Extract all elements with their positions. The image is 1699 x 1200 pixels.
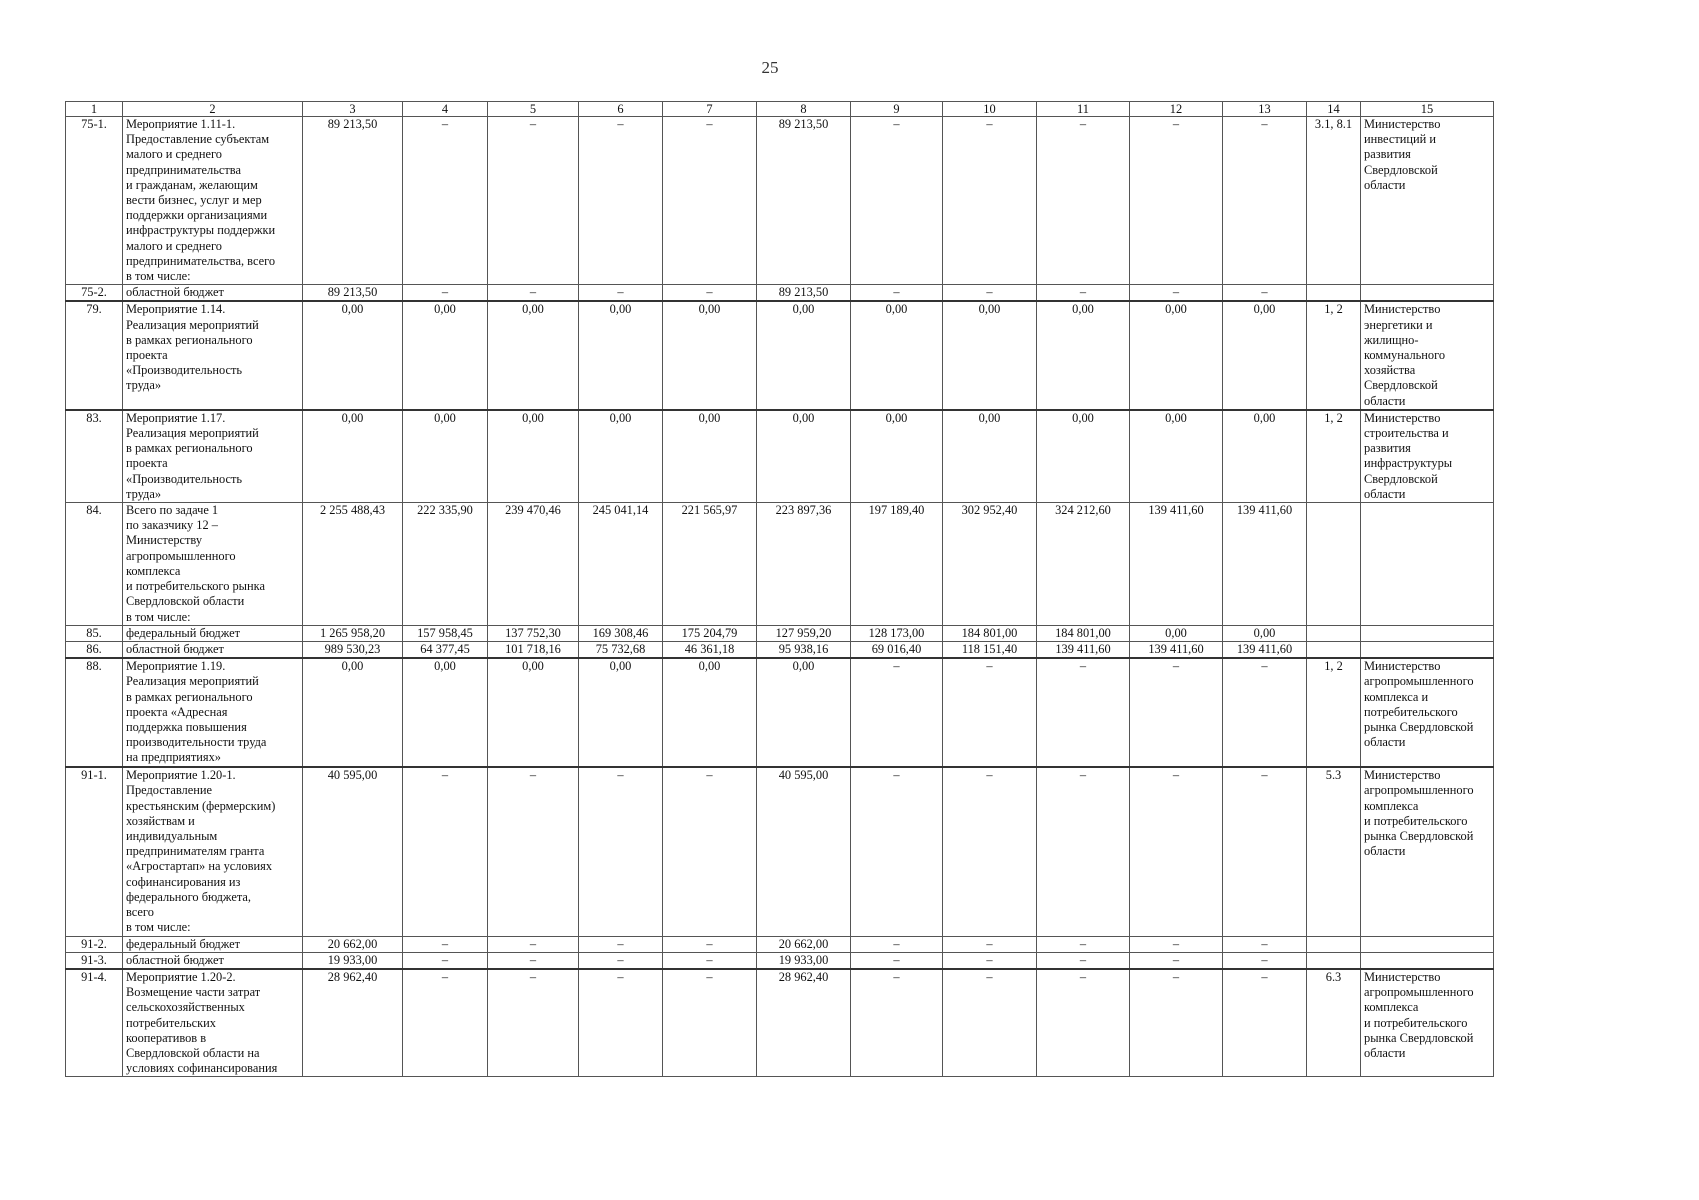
column-number-cell: 9 <box>851 102 943 117</box>
year-cell: – <box>1037 285 1130 302</box>
total-cell: 19 933,00 <box>303 952 403 969</box>
column-number-cell: 15 <box>1361 102 1494 117</box>
row-number-cell: 88. <box>66 658 123 767</box>
year-cell: 0,00 <box>1130 301 1223 409</box>
target-ref-cell <box>1307 625 1361 641</box>
table-row <box>66 658 1494 767</box>
column-number-cell: 3 <box>303 102 403 117</box>
year-cell: – <box>1223 767 1307 936</box>
year-cell: 0,00 <box>488 410 579 503</box>
year-cell: 0,00 <box>757 658 851 767</box>
year-cell: 75 732,68 <box>579 641 663 658</box>
year-cell: 223 897,36 <box>757 503 851 626</box>
year-cell: – <box>1037 969 1130 1077</box>
year-cell: 0,00 <box>943 301 1037 409</box>
row-number-cell: 91-1. <box>66 767 123 936</box>
year-cell: – <box>1223 285 1307 302</box>
total-cell: 0,00 <box>303 658 403 767</box>
year-cell: – <box>488 767 579 936</box>
year-cell: – <box>488 952 579 969</box>
target-ref-cell: 3.1, 8.1 <box>1307 117 1361 285</box>
year-cell: 0,00 <box>488 658 579 767</box>
table-row <box>66 641 1494 658</box>
year-cell: – <box>851 285 943 302</box>
year-cell: – <box>579 117 663 285</box>
row-number-cell: 86. <box>66 641 123 658</box>
year-cell: – <box>403 767 488 936</box>
year-cell: 0,00 <box>403 301 488 409</box>
row-number-cell: 75-2. <box>66 285 123 302</box>
year-cell: – <box>579 767 663 936</box>
year-cell: 302 952,40 <box>943 503 1037 626</box>
year-cell: 0,00 <box>403 658 488 767</box>
column-number-cell: 6 <box>579 102 663 117</box>
year-cell: – <box>488 285 579 302</box>
target-ref-cell: 1, 2 <box>1307 410 1361 503</box>
responsible-cell: Министерство энергетики и жилищно- коммунального хозяйства Свердловской области <box>1361 301 1494 409</box>
target-ref-cell: 1, 2 <box>1307 301 1361 409</box>
year-cell: 0,00 <box>1037 301 1130 409</box>
column-number-row <box>66 102 1494 117</box>
page-number: 25 <box>761 58 779 77</box>
description-cell: Мероприятие 1.20-2. Возмещение части затрат сельскохозяйственных потребительских кооперативов в Свердловской области на условиях софинансирования <box>123 969 303 1077</box>
table-row <box>66 969 1494 1077</box>
responsible-cell: Министерство инвестиций и развития Свердловской области <box>1361 117 1494 285</box>
year-cell: – <box>1037 658 1130 767</box>
year-cell: 139 411,60 <box>1130 503 1223 626</box>
description-cell: федеральный бюджет <box>123 625 303 641</box>
responsible-cell <box>1361 936 1494 952</box>
row-number-cell: 85. <box>66 625 123 641</box>
target-ref-cell: 6.3 <box>1307 969 1361 1077</box>
year-cell: 0,00 <box>579 301 663 409</box>
year-cell: – <box>579 952 663 969</box>
description-cell: Мероприятие 1.11-1. Предоставление субъектам малого и среднего предпринимательства и гражданам, желающим вести бизнес, услуг и мер поддержки организациями инфраструктуры поддержки малого и среднего предпринимательства, всего в том числе: <box>123 117 303 285</box>
year-cell: 0,00 <box>663 658 757 767</box>
column-number-cell: 14 <box>1307 102 1361 117</box>
column-number-cell: 5 <box>488 102 579 117</box>
year-cell: – <box>1037 952 1130 969</box>
year-cell: – <box>1223 969 1307 1077</box>
description-cell: Мероприятие 1.19. Реализация мероприятий в рамках регионального проекта «Адресная поддержка повышения производительности труда на предприятиях» <box>123 658 303 767</box>
table-row <box>66 625 1494 641</box>
target-ref-cell <box>1307 285 1361 302</box>
total-cell: 89 213,50 <box>303 285 403 302</box>
year-cell: – <box>403 969 488 1077</box>
column-number-cell: 8 <box>757 102 851 117</box>
row-number-cell: 83. <box>66 410 123 503</box>
year-cell: 19 933,00 <box>757 952 851 969</box>
column-number-cell: 7 <box>663 102 757 117</box>
year-cell: 118 151,40 <box>943 641 1037 658</box>
target-ref-cell <box>1307 952 1361 969</box>
year-cell: – <box>579 285 663 302</box>
column-number-cell: 11 <box>1037 102 1130 117</box>
description-cell: федеральный бюджет <box>123 936 303 952</box>
year-cell: – <box>403 936 488 952</box>
year-cell: 139 411,60 <box>1223 641 1307 658</box>
year-cell: – <box>851 658 943 767</box>
year-cell: 0,00 <box>663 301 757 409</box>
description-cell: областной бюджет <box>123 285 303 302</box>
table-row <box>66 301 1494 409</box>
total-cell: 0,00 <box>303 301 403 409</box>
column-number-cell: 13 <box>1223 102 1307 117</box>
row-number-cell: 91-3. <box>66 952 123 969</box>
table-row <box>66 117 1494 285</box>
year-cell: 0,00 <box>1223 625 1307 641</box>
year-cell: – <box>851 936 943 952</box>
description-cell: Мероприятие 1.17. Реализация мероприятий в рамках регионального проекта «Производительность труда» <box>123 410 303 503</box>
total-cell: 20 662,00 <box>303 936 403 952</box>
year-cell: – <box>1037 936 1130 952</box>
year-cell: – <box>1130 969 1223 1077</box>
year-cell: 40 595,00 <box>757 767 851 936</box>
column-number-cell: 1 <box>66 102 123 117</box>
year-cell: 197 189,40 <box>851 503 943 626</box>
year-cell: – <box>663 117 757 285</box>
year-cell: – <box>1130 936 1223 952</box>
column-number-cell: 2 <box>123 102 303 117</box>
year-cell: 89 213,50 <box>757 117 851 285</box>
year-cell: – <box>851 117 943 285</box>
year-cell: 245 041,14 <box>579 503 663 626</box>
responsible-cell <box>1361 285 1494 302</box>
year-cell: 101 718,16 <box>488 641 579 658</box>
responsible-cell <box>1361 641 1494 658</box>
year-cell: 184 801,00 <box>943 625 1037 641</box>
year-cell: – <box>403 285 488 302</box>
year-cell: – <box>943 936 1037 952</box>
year-cell: 0,00 <box>579 658 663 767</box>
year-cell: – <box>663 936 757 952</box>
target-ref-cell: 1, 2 <box>1307 658 1361 767</box>
total-cell: 0,00 <box>303 410 403 503</box>
responsible-cell: Министерство агропромышленного комплекса и потребительского рынка Свердловской области <box>1361 658 1494 767</box>
year-cell: 28 962,40 <box>757 969 851 1077</box>
table-row <box>66 503 1494 626</box>
year-cell: 0,00 <box>488 301 579 409</box>
responsible-cell: Министерство строительства и развития инфраструктуры Свердловской области <box>1361 410 1494 503</box>
year-cell: – <box>663 952 757 969</box>
year-cell: – <box>943 285 1037 302</box>
year-cell: – <box>943 952 1037 969</box>
year-cell: – <box>663 767 757 936</box>
year-cell: – <box>851 767 943 936</box>
year-cell: 20 662,00 <box>757 936 851 952</box>
year-cell: 0,00 <box>851 410 943 503</box>
year-cell: – <box>579 969 663 1077</box>
total-cell: 2 255 488,43 <box>303 503 403 626</box>
table-row <box>66 410 1494 503</box>
year-cell: – <box>1130 767 1223 936</box>
year-cell: 89 213,50 <box>757 285 851 302</box>
year-cell: – <box>663 969 757 1077</box>
year-cell: 169 308,46 <box>579 625 663 641</box>
year-cell: 0,00 <box>403 410 488 503</box>
table-row <box>66 936 1494 952</box>
column-number-cell: 4 <box>403 102 488 117</box>
table-row <box>66 285 1494 302</box>
year-cell: – <box>1130 285 1223 302</box>
year-cell: – <box>403 117 488 285</box>
year-cell: – <box>1037 117 1130 285</box>
row-number-cell: 91-2. <box>66 936 123 952</box>
year-cell: 46 361,18 <box>663 641 757 658</box>
table-row <box>66 767 1494 936</box>
total-cell: 28 962,40 <box>303 969 403 1077</box>
responsible-cell <box>1361 952 1494 969</box>
year-cell: 184 801,00 <box>1037 625 1130 641</box>
year-cell: – <box>1130 658 1223 767</box>
year-cell: 0,00 <box>1223 410 1307 503</box>
row-number-cell: 75-1. <box>66 117 123 285</box>
budget-table <box>65 101 1494 1077</box>
year-cell: 95 938,16 <box>757 641 851 658</box>
column-number-cell: 10 <box>943 102 1037 117</box>
year-cell: 0,00 <box>1037 410 1130 503</box>
year-cell: 69 016,40 <box>851 641 943 658</box>
year-cell: 137 752,30 <box>488 625 579 641</box>
year-cell: – <box>488 936 579 952</box>
responsible-cell: Министерство агропромышленного комплекса и потребительского рынка Свердловской области <box>1361 969 1494 1077</box>
target-ref-cell <box>1307 936 1361 952</box>
year-cell: – <box>663 285 757 302</box>
year-cell: – <box>403 952 488 969</box>
year-cell: 157 958,45 <box>403 625 488 641</box>
description-cell: Мероприятие 1.20-1. Предоставление крестьянским (фермерским) хозяйствам и индивидуальным предпринимателям гранта «Агростартап» на условиях софинансирования из федерального бюджета, всего в том числе: <box>123 767 303 936</box>
year-cell: – <box>943 969 1037 1077</box>
year-cell: 0,00 <box>1130 625 1223 641</box>
year-cell: 221 565,97 <box>663 503 757 626</box>
year-cell: – <box>488 117 579 285</box>
year-cell: – <box>1130 117 1223 285</box>
year-cell: – <box>851 969 943 1077</box>
responsible-cell <box>1361 625 1494 641</box>
responsible-cell: Министерство агропромышленного комплекса и потребительского рынка Свердловской области <box>1361 767 1494 936</box>
target-ref-cell <box>1307 503 1361 626</box>
target-ref-cell <box>1307 641 1361 658</box>
year-cell: – <box>1037 767 1130 936</box>
description-cell: областной бюджет <box>123 952 303 969</box>
description-cell: Всего по задаче 1 по заказчику 12 – Министерству агропромышленного комплекса и потребительского рынка Свердловской области в том числе: <box>123 503 303 626</box>
year-cell: – <box>1223 952 1307 969</box>
year-cell: 0,00 <box>1130 410 1223 503</box>
year-cell: – <box>1223 117 1307 285</box>
row-number-cell: 91-4. <box>66 969 123 1077</box>
year-cell: – <box>1223 936 1307 952</box>
year-cell: 324 212,60 <box>1037 503 1130 626</box>
total-cell: 40 595,00 <box>303 767 403 936</box>
year-cell: – <box>1223 658 1307 767</box>
description-cell: Мероприятие 1.14. Реализация мероприятий в рамках регионального проекта «Производительность труда» <box>123 301 303 409</box>
year-cell: 175 204,79 <box>663 625 757 641</box>
year-cell: 127 959,20 <box>757 625 851 641</box>
total-cell: 1 265 958,20 <box>303 625 403 641</box>
year-cell: 0,00 <box>579 410 663 503</box>
responsible-cell <box>1361 503 1494 626</box>
row-number-cell: 84. <box>66 503 123 626</box>
year-cell: 0,00 <box>757 410 851 503</box>
description-cell: областной бюджет <box>123 641 303 658</box>
year-cell: – <box>851 952 943 969</box>
year-cell: 0,00 <box>943 410 1037 503</box>
total-cell: 989 530,23 <box>303 641 403 658</box>
year-cell: – <box>488 969 579 1077</box>
year-cell: 64 377,45 <box>403 641 488 658</box>
year-cell: 139 411,60 <box>1130 641 1223 658</box>
year-cell: – <box>943 658 1037 767</box>
row-number-cell: 79. <box>66 301 123 409</box>
year-cell: – <box>943 767 1037 936</box>
total-cell: 89 213,50 <box>303 117 403 285</box>
year-cell: 139 411,60 <box>1223 503 1307 626</box>
year-cell: 0,00 <box>757 301 851 409</box>
year-cell: 0,00 <box>663 410 757 503</box>
year-cell: 0,00 <box>1223 301 1307 409</box>
year-cell: – <box>579 936 663 952</box>
year-cell: 239 470,46 <box>488 503 579 626</box>
year-cell: 139 411,60 <box>1037 641 1130 658</box>
year-cell: – <box>943 117 1037 285</box>
column-number-cell: 12 <box>1130 102 1223 117</box>
year-cell: – <box>1130 952 1223 969</box>
year-cell: 128 173,00 <box>851 625 943 641</box>
year-cell: 0,00 <box>851 301 943 409</box>
year-cell: 222 335,90 <box>403 503 488 626</box>
table-row <box>66 952 1494 969</box>
target-ref-cell: 5.3 <box>1307 767 1361 936</box>
